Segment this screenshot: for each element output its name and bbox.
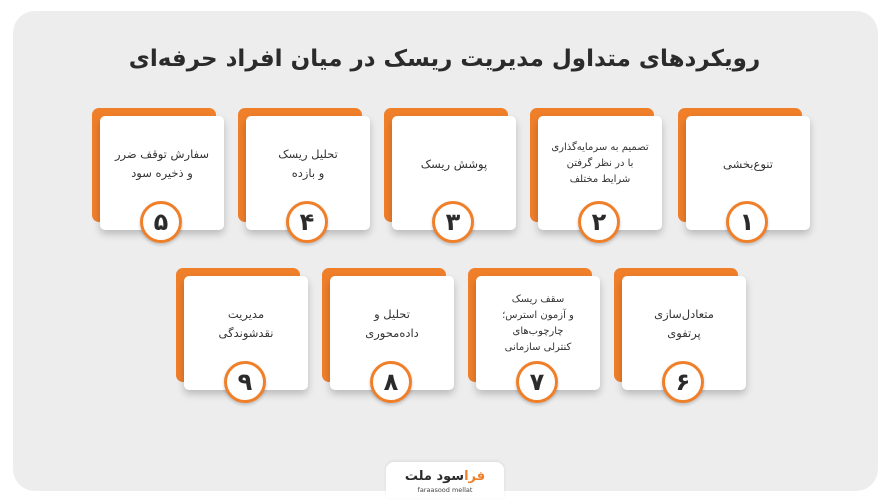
- card-number: ۶: [662, 361, 704, 403]
- logo-main-text: سود ملت: [404, 469, 465, 484]
- card-text: سقف ریسک و آزمون استرس؛ چارچوب‌های کنترلی سازمانی: [502, 294, 574, 353]
- card-number: ۲: [578, 201, 620, 243]
- card-6: [622, 276, 746, 396]
- background-panel: [13, 11, 878, 491]
- page-title: رویکردهای متداول مدیریت ریسک در میان افراد حرفه‌ای: [128, 46, 761, 72]
- logo-accent-text: فرا: [464, 469, 486, 484]
- card-5: [100, 116, 224, 236]
- card-text: مدیریت نقدشوندگی: [218, 307, 274, 340]
- card-number: ۸: [370, 361, 412, 403]
- card-number: ۹: [224, 361, 266, 403]
- card-number: ۴: [286, 201, 328, 243]
- card-number: ۷: [516, 361, 558, 403]
- card-4: [246, 116, 370, 236]
- card-9: [184, 276, 308, 396]
- card-3: [392, 116, 516, 236]
- card-2: [538, 116, 662, 236]
- card-number: ۱: [726, 201, 768, 243]
- card-text: سفارش توقف ضرر و ذخیره سود: [114, 147, 210, 180]
- logo-wordmark: [386, 469, 504, 484]
- card-text: پوشش ریسک: [420, 156, 488, 171]
- card-text: تنوع‌بخشی: [723, 156, 773, 171]
- card-8: [330, 276, 454, 396]
- logo-subtitle: faraasood mellat: [417, 486, 473, 494]
- card-number: ۵: [140, 201, 182, 243]
- card-number: ۳: [432, 201, 474, 243]
- card-text: تحلیل و داده‌محوری: [365, 307, 419, 340]
- card-7: [476, 276, 600, 396]
- card-text: تصمیم به سرمایه‌گذاری با در نظر گرفتن شرایط مختلف: [551, 142, 649, 185]
- card-text: تحلیل ریسک و بازده: [278, 147, 338, 180]
- card-1: [686, 116, 810, 236]
- card-text: متعادل‌سازی پرتفوی: [654, 307, 714, 340]
- brand-logo: [386, 462, 504, 498]
